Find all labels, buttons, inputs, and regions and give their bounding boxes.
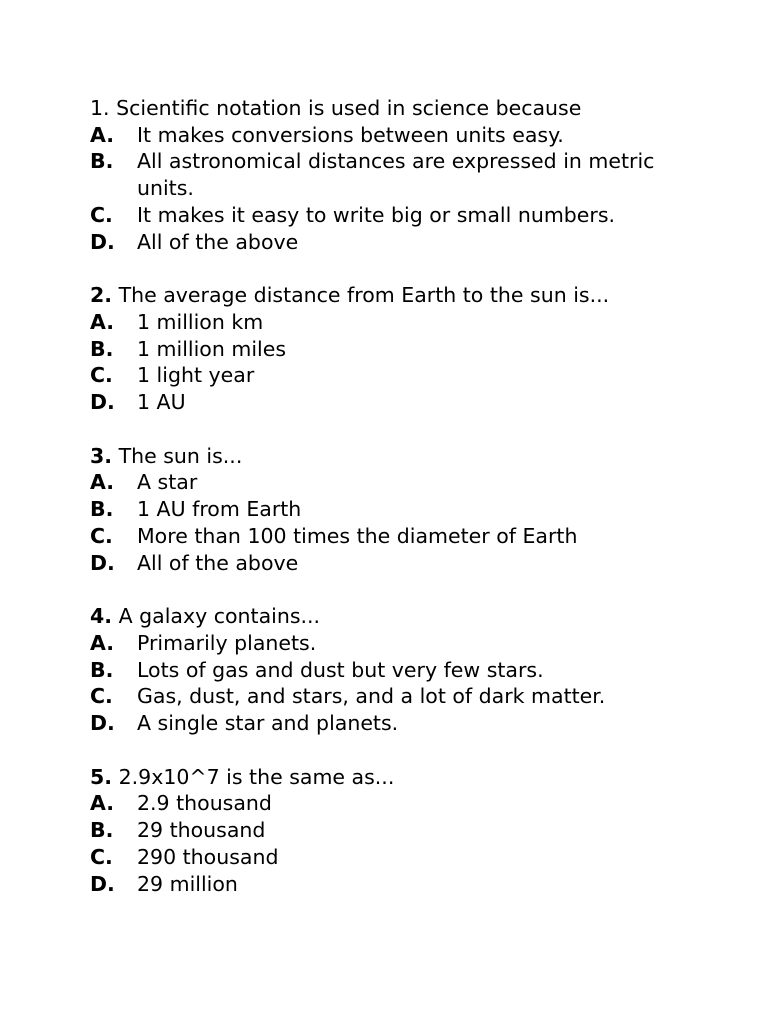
option-letter: B. [90,149,114,174]
option-c [90,202,710,229]
question-number: 1. [90,96,110,120]
option-b [90,496,710,523]
option-letter: A. [90,122,115,147]
option-letter: D. [90,229,115,254]
question-text: Scientific notation is used in science because [116,96,582,120]
question-stem [90,603,710,630]
option-a [90,469,710,496]
option-b [90,148,710,201]
option-letter: B. [90,497,114,522]
option-letter: A. [90,630,115,655]
option-c [90,683,710,710]
question-3 [90,443,710,577]
option-text: 290 thousand [137,844,279,869]
option-d [90,710,710,737]
question-number: 5. [90,764,113,789]
question-stem [90,95,710,122]
question-text: The sun is... [118,443,243,468]
question-stem [90,443,710,470]
option-letter: D. [90,711,115,736]
question-5 [90,764,710,898]
option-letter: C. [90,363,113,388]
option-a [90,122,710,149]
option-letter: A. [90,791,115,816]
option-b [90,336,710,363]
option-letter: A. [90,470,115,495]
option-letter: C. [90,844,113,869]
option-letter: C. [90,684,113,709]
option-c [90,844,710,871]
option-letter: D. [90,871,115,896]
option-letter: D. [90,550,115,575]
option-text: 1 AU from Earth [137,497,302,522]
option-text: 29 million [137,871,238,896]
option-d [90,389,710,416]
option-text: 1 AU [137,390,186,415]
option-letter: A. [90,309,115,334]
option-c [90,523,710,550]
option-letter: D. [90,390,115,415]
option-letter: C. [90,202,113,227]
option-text: All of the above [137,550,299,575]
option-text: A star [137,470,198,495]
option-text: Gas, dust, and stars, and a lot of dark matter. [137,684,606,709]
option-text: A single star and planets. [137,711,399,736]
option-letter: C. [90,523,113,548]
question-number: 4. [90,604,113,629]
option-b [90,817,710,844]
option-a [90,630,710,657]
question-4 [90,603,710,737]
quiz-page [90,95,710,924]
option-text: Lots of gas and dust but very few stars. [137,657,544,682]
question-1 [90,95,710,255]
question-2 [90,282,710,416]
option-text: 2.9 thousand [137,791,272,816]
question-number: 3. [90,443,113,468]
option-text: It makes it easy to write big or small numbers. [137,202,616,227]
option-c [90,362,710,389]
question-number: 2. [90,283,113,308]
option-d [90,871,710,898]
question-stem [90,282,710,309]
option-text: 1 light year [137,363,255,388]
option-text: 29 thousand [137,818,266,843]
option-letter: B. [90,336,114,361]
option-text: More than 100 times the diameter of Earth [137,523,578,548]
option-a [90,309,710,336]
question-text: 2.9x10^7 is the same as... [118,764,395,789]
question-stem [90,764,710,791]
option-letter: B. [90,818,114,843]
option-text: All astronomical distances are expressed in metric units. [137,149,655,201]
option-d [90,550,710,577]
option-text: 1 million miles [137,336,287,361]
option-text: Primarily planets. [137,630,317,655]
question-text: The average distance from Earth to the sun is... [118,283,610,308]
option-text: All of the above [137,229,299,254]
option-d [90,229,710,256]
option-a [90,790,710,817]
question-text: A galaxy contains... [118,604,321,629]
option-b [90,657,710,684]
option-letter: B. [90,657,114,682]
option-text: 1 million km [137,309,264,334]
option-text: It makes conversions between units easy. [137,122,564,147]
